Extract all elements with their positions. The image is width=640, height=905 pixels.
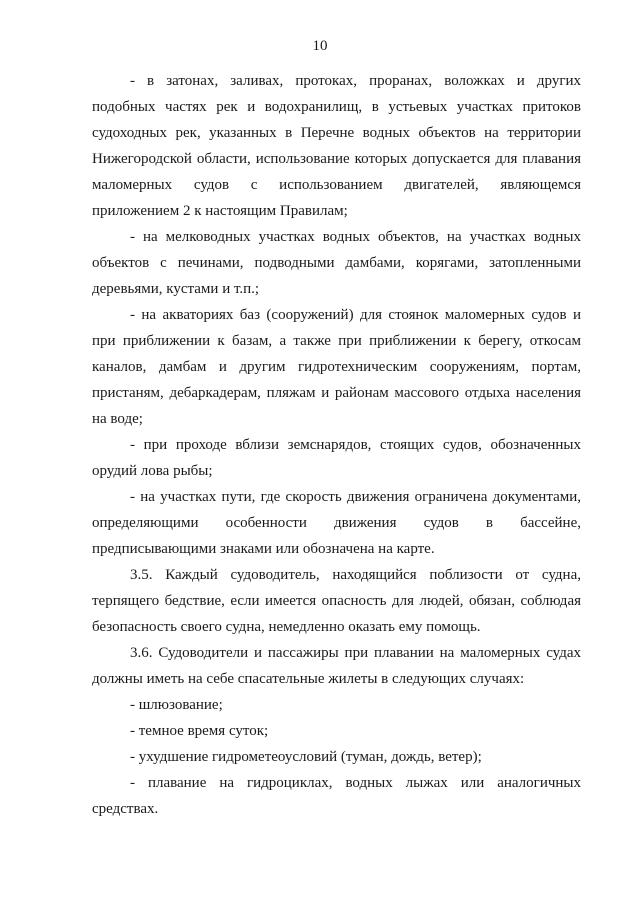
- page-number: 10: [312, 38, 328, 54]
- paragraph-2: - на мелководных участках водных объектов, на участках водных объектов с печинами, подводными дамбами, корягами, затопленными деревьями, кустами и т.п.;: [92, 229, 581, 297]
- paragraph-4: - при проходе вблизи земснарядов, стоящих судов, обозначенных орудий лова рыбы;: [92, 437, 581, 479]
- paragraph-10: - ухудшение гидрометеоусловий (туман, дождь, ветер);: [130, 749, 482, 765]
- paragraph-5: - на участках пути, где скорость движения ограничена документами, определяющими особенности движения судов в бассейне, предписывающими знаками или обозначена на карте.: [92, 489, 581, 557]
- paragraph-11: - плавание на гидроциклах, водных лыжах или аналогичных средствах.: [92, 775, 581, 817]
- paragraph-9: - темное время суток;: [130, 723, 269, 739]
- paragraph-6: 3.5. Каждый судоводитель, находящийся поблизости от судна, терпящего бедствие, если имеется опасность для людей, обязан, соблюдая безопасность своего судна, немедленно оказать ему помощь.: [92, 567, 581, 635]
- paragraph-3: - на акваториях баз (сооружений) для стоянок маломерных судов и при приближении к базам, а также при приближении к берегу, откосам каналов, дамбам и другим гидротехническим сооружениям, портам, пристаням, дебаркадерам, пляжам и районам массового отдыха населения на воде;: [92, 307, 581, 427]
- paragraph-1: - в затонах, заливах, протоках, проранах, воложках и других подобных частях рек и водохранилищ, в устьевых участках притоков судоходных рек, указанных в Перечне водных объектов на территории Нижегородской области, использование которых допускается для плавания маломерных судов с использованием двигателей, являющемся приложением 2 к настоящим Правилам;: [92, 73, 581, 219]
- document-body: [92, 68, 581, 822]
- paragraph-7: 3.6. Судоводители и пассажиры при плавании на маломерных судах должны иметь на себе спасательные жилеты в следующих случаях:: [92, 645, 581, 687]
- paragraph-8: - шлюзование;: [130, 697, 223, 713]
